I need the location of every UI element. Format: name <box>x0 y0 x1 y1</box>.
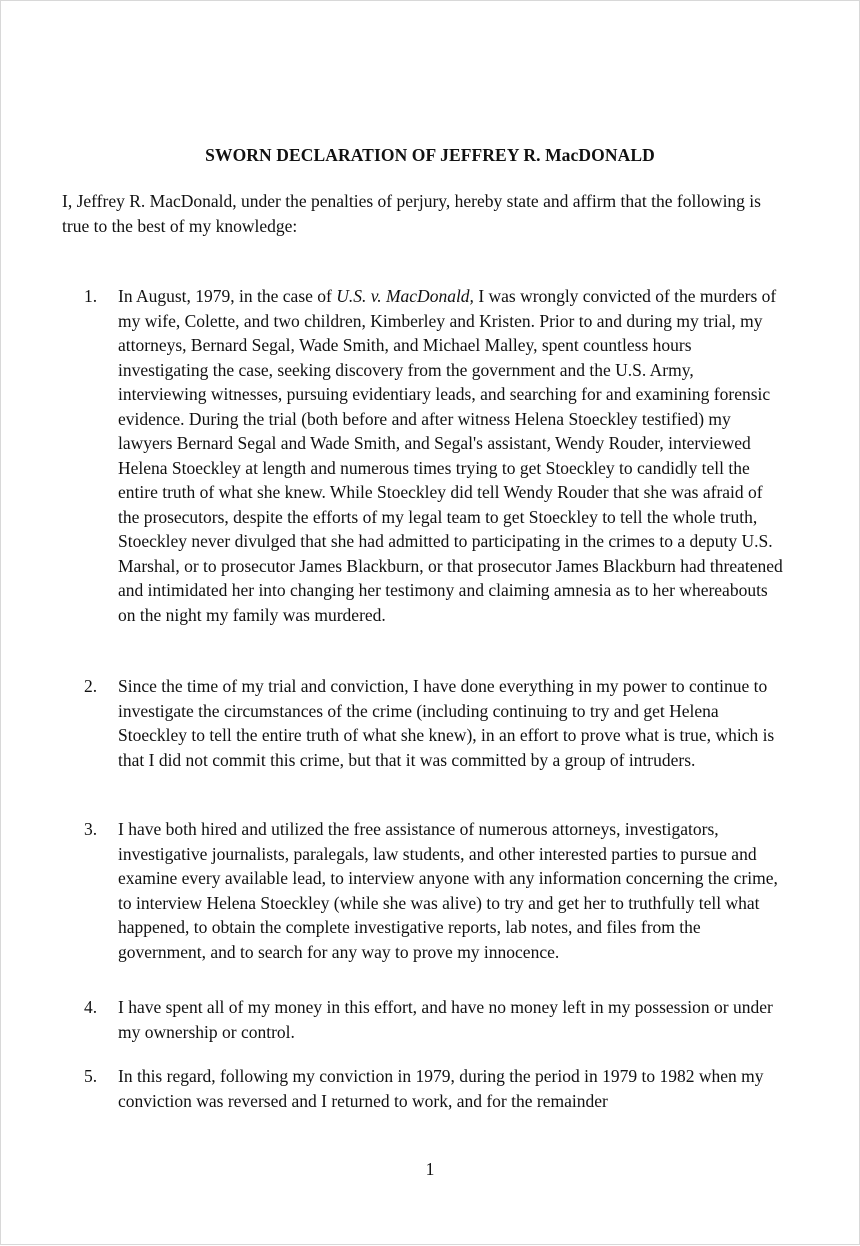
page-number: 1 <box>425 1159 435 1179</box>
list-item-number: 3. <box>84 819 98 839</box>
list-item <box>84 674 786 772</box>
document-title: SWORN DECLARATION OF JEFFREY R. MacDONALD <box>205 145 655 165</box>
list-item <box>84 995 786 1044</box>
numbered-list <box>1 1 860 1246</box>
list-item-number: 4. <box>84 997 98 1017</box>
list-item-text <box>118 286 783 625</box>
list-item-text: In this regard, following my conviction in 1979, during the period in 1979 to 1982 when my conviction was reversed and I returned to work, and for the remainder <box>118 1066 764 1111</box>
list-item-text-part: In August, 1979, in the case of <box>118 286 337 306</box>
intro-paragraph: I, Jeffrey R. MacDonald, under the penalties of perjury, hereby state and affirm that the following is true to the best of my knowledge: <box>62 191 761 236</box>
list-item-number: 1. <box>84 286 98 306</box>
case-name: U.S. v. MacDonald, <box>336 286 474 306</box>
list-item-number: 5. <box>84 1066 98 1086</box>
list-item-number: 2. <box>84 676 98 696</box>
list-item <box>84 1064 786 1113</box>
list-item-text: I have spent all of my money in this effort, and have no money left in my possession or under my ownership or control. <box>118 997 773 1042</box>
list-item <box>84 817 786 964</box>
list-item-text: Since the time of my trial and conviction, I have done everything in my power to continue to investigate the circumstances of the crime (including continuing to try and get Helena Stoeckley to tell the entire truth of what she knew), in an effort to prove what is true, which is that I did not commit this crime, but that it was committed by a group of intruders. <box>118 676 775 770</box>
list-item-text: I have both hired and utilized the free assistance of numerous attorneys, investigators, investigative journalists, paralegals, law students, and other interested parties to pursue and examine every available lead, to interview anyone with any information concerning the crime, to interview Helena Stoeckley (while she was alive) to try and get her to truthfully tell what happened, to obtain the complete investigative reports, lab notes, and files from the government, and to search for any way to prove my innocence. <box>118 819 778 962</box>
list-item <box>84 284 786 627</box>
list-item-text-part: I was wrongly convicted of the murders of my wife, Colette, and two children, Kimberley and Kristen. Prior to and during my trial, my attorneys, Bernard Segal, Wade Smith, and Michael Malley, spent countless hours investigating the case, seeking discovery from the government and the U.S. Army, interviewing witnesses, pursuing evidentiary leads, and searching for and examining forensic evidence. During the trial (both before and after witness Helena Stoeckley testified) my lawyers Bernard Segal and Wade Smith, and Segal's assistant, Wendy Rouder, interviewed Helena Stoeckley at length and numerous times trying to get Stoeckley to candidly tell the entire truth of what she knew. While Stoeckley did tell Wendy Rouder that she was afraid of the prosecutors, despite the efforts of my legal team to get Stoeckley to tell the whole truth, Stoeckley never divulged that she had admitted to participating in the crimes to a deputy U.S. Marshal, or to prosecutor James Blackburn, or that prosecutor James Blackburn had threatened and intimidated her into changing her testimony and claiming amnesia as to her whereabouts on the night my family was murdered. <box>118 286 783 625</box>
